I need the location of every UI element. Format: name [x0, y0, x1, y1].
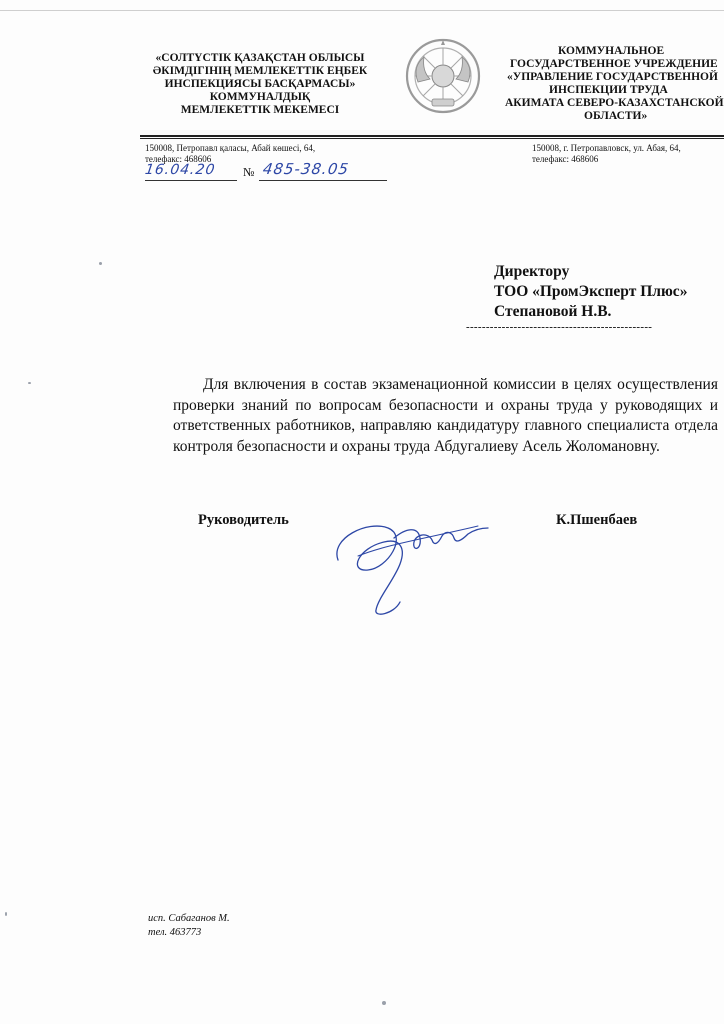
header-divider [140, 135, 724, 137]
registration-number: 485-38.05 [261, 160, 351, 178]
registration-number-underline [259, 180, 387, 181]
addressee-name: Степановой Н.В. [494, 303, 612, 320]
handwritten-signature [328, 498, 498, 618]
header-right-line: ИНСПЕКЦИИ ТРУДА [549, 84, 668, 96]
header-right-line: КОММУНАЛЬНОЕ [558, 45, 665, 57]
header-right-org [497, 45, 724, 123]
header-right-line: «УПРАВЛЕНИЕ ГОСУДАРСТВЕННОЙ [507, 71, 718, 83]
header-left-line: МЕМЛЕКЕТТІК МЕКЕМЕСІ [180, 104, 340, 116]
scan-speck [99, 262, 102, 265]
executor-name: исп. Сабаганов М. [148, 913, 230, 924]
state-emblem-icon [404, 37, 482, 115]
header-divider-thin [140, 138, 724, 139]
header-left-line: ИНСПЕКЦИЯСЫ БАСҚАРМАСЫ» [164, 78, 356, 90]
address-left-line: 150008, Петропавл қаласы, Абай көшесі, 64, [145, 143, 316, 153]
signatory-title: Руководитель [198, 512, 289, 528]
registration-line [145, 160, 395, 184]
header-right-line: ОБЛАСТИ» [584, 110, 648, 122]
letter-body: Для включения в состав экзаменационной комиссии в целях осуществления проверки знаний по вопросам безопасности и охраны труда у руководящих и ответственных работников, направляю кандидатуру главного специалиста отдела контроля безопасности и охраны труда Абдугалиеву Асель Жоломановну. [173, 376, 718, 455]
address-right-line: 150008, г. Петропавловск, ул. Абая, 64, [532, 143, 681, 153]
scan-speck [5, 912, 7, 916]
header-left-line: ӘКІМДІГІНІҢ МЕМЛЕКЕТТІК ЕҢБЕК [152, 65, 368, 77]
registration-date: 16.04.20 [143, 162, 217, 178]
registration-number-label: № [243, 165, 255, 179]
registration-date-underline [145, 180, 237, 181]
executor-block [148, 912, 230, 940]
signatory-name: К.Пшенбаев [556, 512, 638, 528]
addressee-dash-line: ----------------------------------------------- [466, 321, 653, 333]
scan-top-edge [0, 10, 724, 11]
address-right-line: телефакс: 468606 [532, 154, 599, 164]
scan-speck [382, 1001, 386, 1005]
address-left-line: телефакс: 468606 [145, 154, 212, 164]
header-left-line: «СОЛТҮСТІК ҚАЗАҚСТАН ОБЛЫСЫ [155, 52, 365, 64]
addressee-block [494, 262, 687, 322]
header-left-line: КОММУНАЛДЫҚ [209, 91, 311, 103]
header-right-line: ГОСУДАРСТВЕННОЕ УЧРЕЖДЕНИЕ [510, 58, 718, 70]
addressee-position: Директору [494, 263, 570, 280]
header-left-org [140, 52, 380, 117]
scan-speck [28, 382, 31, 384]
executor-phone: тел. 463773 [148, 927, 202, 938]
header-right-line: АКИМАТА СЕВЕРО-КАЗАХСТАНСКОЙ [505, 97, 724, 109]
address-right [532, 143, 681, 165]
addressee-company: ТОО «ПромЭксперт Плюс» [494, 283, 688, 300]
